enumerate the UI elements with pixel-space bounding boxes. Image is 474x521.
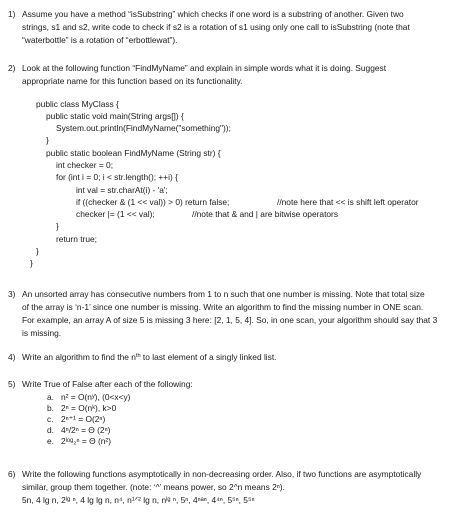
option-letter: b. — [47, 403, 54, 413]
text-line: of the array is ‘n-1’ since one number is missing. Write an algorithm to find the missing number in ONE scan. — [22, 302, 424, 312]
code-line: public static void main(String args[]) { — [46, 111, 184, 121]
text-segment: to last element of a singly linked list. — [140, 352, 277, 362]
question-number: 6) — [8, 469, 16, 479]
code-line: System.out.println(FindMyName("something")); — [56, 123, 231, 133]
code-line: int checker = 0; — [56, 160, 114, 170]
option-text: 4ⁿ/2ⁿ = Θ (2ⁿ) — [61, 425, 111, 435]
code-line: } — [30, 258, 33, 268]
text-segment: Write an algorithm to find the n — [22, 352, 136, 362]
option-text: 2ⁿ = O(nᵏ), k>0 — [61, 403, 117, 413]
question-number: 5) — [8, 379, 16, 389]
question-number: 3) — [8, 289, 16, 299]
text-line: An unsorted array has consecutive numbers from 1 to n such that one number is missing. Note that total size — [22, 289, 425, 299]
code-line — [76, 196, 419, 209]
text-line: Write the following functions asymptotically in non-decreasing order. Also, if two functions are asymptotically — [22, 469, 422, 479]
option-text: 2ⁿ⁺¹ = O(2ⁿ) — [61, 414, 106, 424]
code-line: public static boolean FindMyName (String str) { — [46, 148, 221, 158]
option-letter: d. — [47, 425, 54, 435]
text-line: strings, s1 and s2, write code to check if s2 is a rotation of s1 using only one call to isSubstring (note that — [22, 22, 410, 32]
text-line — [22, 351, 277, 364]
superscript: th — [135, 353, 141, 359]
option-text: n² = O(nʸ), (0<x<y) — [61, 392, 131, 402]
option-letter: c. — [47, 414, 54, 424]
code-statement: checker |= (1 << val); — [76, 209, 155, 219]
text-line: For example, an array A of size 5 is missing 3 here: [2, 1, 5, 4]. So, in one scan, your algorithm should say that 3 — [22, 315, 438, 325]
option-text: 2ˡᵒᵍ₂ⁿ = Θ (n²) — [61, 436, 112, 446]
code-line: } — [56, 221, 59, 231]
option-letter: a. — [47, 392, 54, 402]
code-line: public class MyClass { — [36, 99, 119, 109]
text-line: appropriate name for this function based on its functionality. — [22, 76, 243, 86]
text-line: 5n, 4 lg n, 2ˡᵍ ⁿ, 4 lg lg n, n⁴, n¹ᐟ² lg n, nˡᵍ ⁿ, 5ⁿ, 4ⁿᵃⁿ, 4⁴ⁿ, 5⁵ⁿ, 5⁵ⁿ — [22, 495, 255, 505]
question-number: 1) — [8, 9, 16, 19]
text-line: Assume you have a method “isSubstring” which checks if one word is a substring of another. Given two — [22, 9, 404, 19]
text-line: Write True of False after each of the following: — [22, 379, 193, 389]
code-line: } — [46, 135, 49, 145]
text-line: Look at the following function “FindMyName” and explain in simple words what it is doing. Suggest — [22, 63, 387, 73]
code-line: for (int i = 0; i < str.length(); ++i) { — [56, 172, 178, 182]
text-line: is missing. — [22, 328, 62, 338]
code-comment: //note here that << is shift left operator — [277, 197, 419, 207]
code-line: } — [36, 246, 39, 256]
code-statement: if ((checker & (1 << val)) > 0) return false; — [76, 197, 230, 207]
code-line — [76, 208, 339, 221]
option-letter: e. — [47, 436, 54, 446]
text-line: similar, group them together. (note: ‘^’ means power, so 2^n means 2ⁿ). — [22, 482, 285, 492]
question-number: 2) — [8, 63, 16, 73]
code-line: int val = str.charAt(i) - 'a'; — [76, 185, 168, 195]
code-line: return true; — [56, 234, 97, 244]
text-line: “waterbottle” is a rotation of “erbottlewat”). — [22, 35, 178, 45]
question-number: 4) — [8, 352, 16, 362]
code-comment: //note that & and | are bitwise operators — [192, 209, 339, 219]
